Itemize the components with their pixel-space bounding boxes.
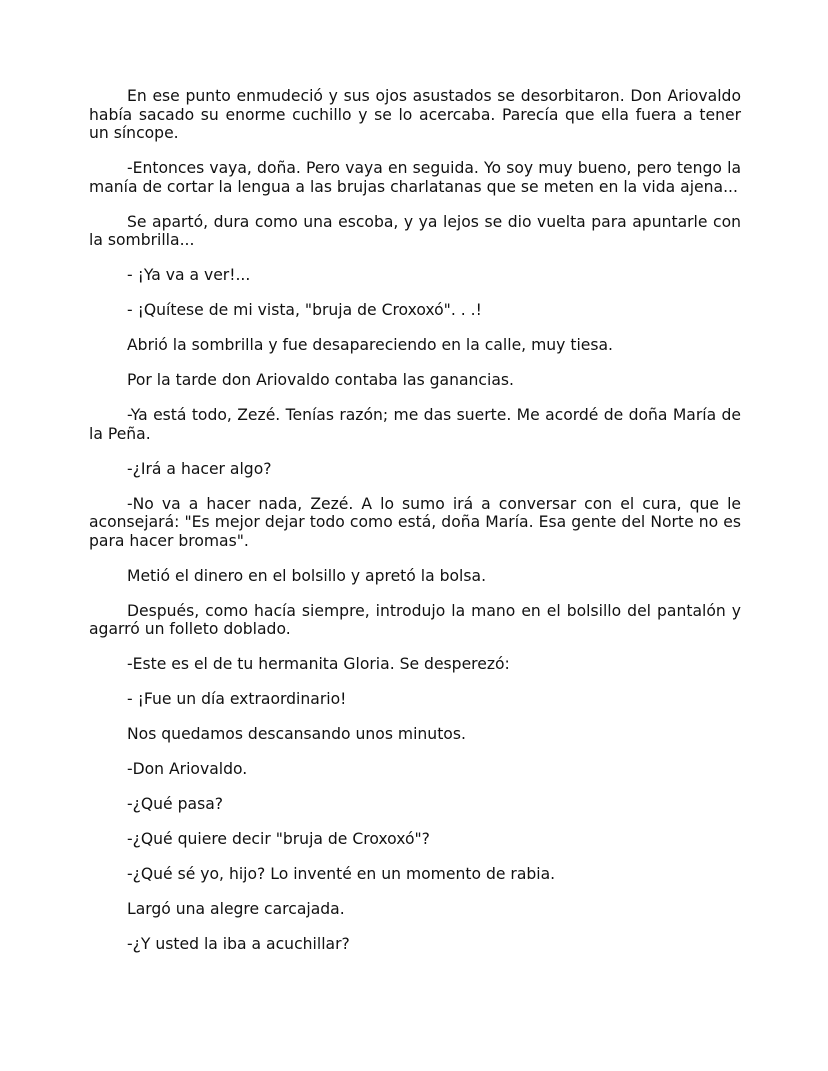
paragraph: -¿Irá a hacer algo? xyxy=(127,459,272,478)
paragraph: -Entonces vaya, doña. Pero vaya en seguida. Yo soy muy bueno, pero tengo la manía de cortar la lengua a las brujas charlatanas que se meten en la vida ajena... xyxy=(89,159,741,196)
paragraph: -No va a hacer nada, Zezé. A lo sumo irá a conversar con el cura, que le aconsejará: "Es mejor dejar todo como está, doña María. Esa gente del Norte no es para hacer bromas". xyxy=(89,494,741,550)
paragraph: - ¡Quítese de mi vista, "bruja de Croxoxó". . .! xyxy=(127,301,482,319)
paragraph: -Este es el de tu hermanita Gloria. Se desperezó: xyxy=(127,655,510,673)
paragraph: -Ya está todo, Zezé. Tenías razón; me das suerte. Me acordé de doña María de la Peña. xyxy=(89,406,741,443)
paragraph: En ese punto enmudeció y sus ojos asustados se desorbitaron. Don Ariovaldo había sacado su enorme cuchillo y se lo acercaba. Parecía que ella fuera a tener un síncope. xyxy=(89,87,741,142)
paragraph: - ¡Ya va a ver!... xyxy=(127,266,251,284)
document-page xyxy=(89,87,741,970)
paragraph: -¿Qué sé yo, hijo? Lo inventé en un momento de rabia. xyxy=(127,865,556,883)
paragraph: -¿Qué pasa? xyxy=(127,795,224,813)
paragraph: Después, como hacía siempre, introdujo la mano en el bolsillo del pantalón y agarró un folleto doblado. xyxy=(89,601,741,638)
paragraph: Se apartó, dura como una escoba, y ya lejos se dio vuelta para apuntarle con la sombrilla... xyxy=(89,212,741,249)
paragraph: -¿Y usted la iba a acuchillar? xyxy=(127,935,350,953)
paragraph: -Don Ariovaldo. xyxy=(127,760,248,778)
paragraph: Abrió la sombrilla y fue desapareciendo en la calle, muy tiesa. xyxy=(127,336,614,354)
paragraph: Por la tarde don Ariovaldo contaba las ganancias. xyxy=(127,371,514,389)
paragraph: -¿Qué quiere decir "bruja de Croxoxó"? xyxy=(127,830,430,848)
paragraph: Metió el dinero en el bolsillo y apretó la bolsa. xyxy=(127,566,487,585)
paragraph: Largó una alegre carcajada. xyxy=(127,900,345,918)
paragraph: - ¡Fue un día extraordinario! xyxy=(127,690,347,708)
paragraph: Nos quedamos descansando unos minutos. xyxy=(127,725,466,743)
